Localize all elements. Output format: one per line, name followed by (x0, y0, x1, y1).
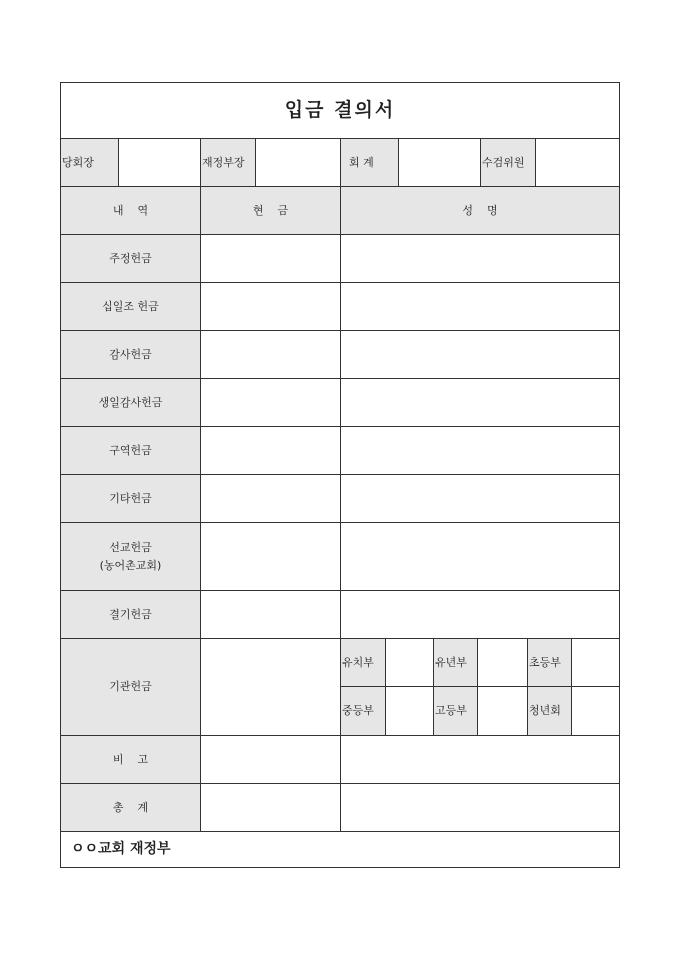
header-name: 성 명 (341, 187, 619, 235)
approval-label-finance-head: 재정부장 (201, 139, 256, 187)
name-input-birthday[interactable] (341, 379, 619, 427)
item-label-institution: 기관헌금 (61, 639, 201, 736)
cash-input-mission[interactable] (201, 523, 341, 591)
item-label-mission (61, 523, 201, 591)
item-label-mission-line1: 선교헌금 (109, 541, 152, 555)
name-input-resolution[interactable] (341, 591, 619, 639)
approval-label-accounting: 회 계 (341, 139, 399, 187)
dept-input-middle-school[interactable] (386, 687, 434, 736)
name-input-mission[interactable] (341, 523, 619, 591)
item-label-sunday: 주정헌금 (61, 235, 201, 283)
item-label-mission-line2: (농어촌교회) (99, 558, 162, 572)
header-cash: 현 금 (201, 187, 341, 235)
cash-input-resolution[interactable] (201, 591, 341, 639)
approval-sign-party-chair[interactable] (119, 139, 201, 187)
cash-input-district[interactable] (201, 427, 341, 475)
dept-label-youth: 청년회 (528, 687, 572, 736)
cash-input-institution[interactable] (201, 639, 341, 736)
approval-label-party-chair: 당회장 (61, 139, 119, 187)
name-input-sunday[interactable] (341, 235, 619, 283)
dept-input-youth[interactable] (572, 687, 619, 736)
item-label-resolution: 결기헌금 (61, 591, 201, 639)
approval-sign-accounting[interactable] (399, 139, 481, 187)
dept-input-elementary[interactable] (572, 639, 619, 687)
item-label-district: 구역헌금 (61, 427, 201, 475)
cash-input-tithe[interactable] (201, 283, 341, 331)
dept-input-high-school[interactable] (478, 687, 528, 736)
name-input-thanks[interactable] (341, 331, 619, 379)
footer-org: ㅇㅇ교회 재정부 (71, 840, 171, 857)
cash-input-remarks[interactable] (201, 736, 341, 784)
name-input-other[interactable] (341, 475, 619, 523)
approval-label-auditor: 수검위원 (481, 139, 536, 187)
name-input-district[interactable] (341, 427, 619, 475)
item-label-remarks: 비 고 (61, 736, 201, 784)
name-input-tithe[interactable] (341, 283, 619, 331)
approval-sign-auditor[interactable] (536, 139, 619, 187)
approval-sign-finance-head[interactable] (256, 139, 341, 187)
cash-input-sunday[interactable] (201, 235, 341, 283)
name-input-total[interactable] (341, 784, 619, 832)
dept-label-high-school: 고등부 (434, 687, 478, 736)
item-label-other: 기타헌금 (61, 475, 201, 523)
item-label-tithe: 십일조 헌금 (61, 283, 201, 331)
deposit-resolution-form (60, 82, 620, 868)
dept-label-elementary: 초등부 (528, 639, 572, 687)
item-label-thanks: 감사헌금 (61, 331, 201, 379)
cash-input-thanks[interactable] (201, 331, 341, 379)
name-input-remarks[interactable] (341, 736, 619, 784)
cash-input-other[interactable] (201, 475, 341, 523)
dept-input-young-children[interactable] (478, 639, 528, 687)
cash-input-total[interactable] (201, 784, 341, 832)
item-label-total: 총 계 (61, 784, 201, 832)
cash-input-birthday[interactable] (201, 379, 341, 427)
item-label-birthday: 생일감사헌금 (61, 379, 201, 427)
dept-label-kindergarten: 유치부 (341, 639, 386, 687)
page-title: 입금 결의서 (61, 83, 619, 139)
dept-input-kindergarten[interactable] (386, 639, 434, 687)
header-item: 내 역 (61, 187, 201, 235)
dept-label-young-children: 유년부 (434, 639, 478, 687)
dept-label-middle-school: 중등부 (341, 687, 386, 736)
